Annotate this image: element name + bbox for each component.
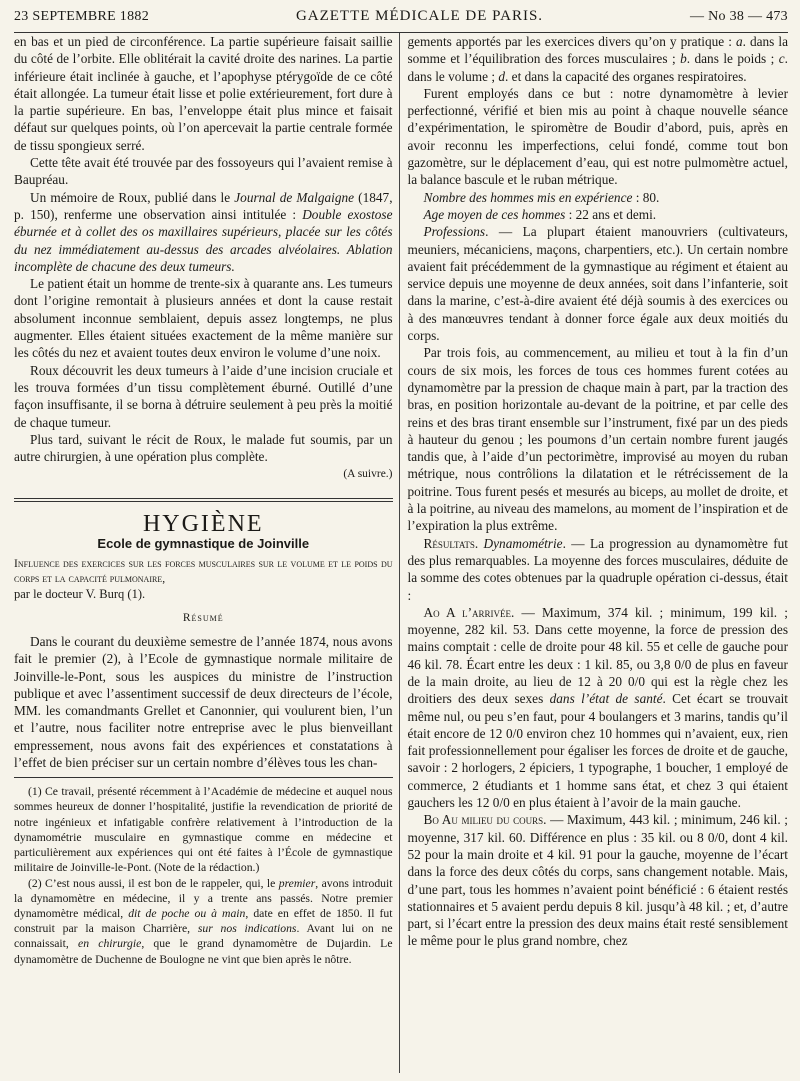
text-run: . — La progression au dynamomètre fut des plus remarquables. La moyenne des forces musculaires, déduite de la somme des cotes obtenues par la quadruple opération ci-dessus, était : (407, 535, 788, 603)
two-column-body (14, 33, 788, 1073)
text-run: . Cet écart se trouvait même nul, ou peu s’en faut, pour 4 boulangers et 3 marins, tandis qu’il était encore de 12 0/0 environ chez 10 hommes qui n’avaient, eux, rien fait professionnellement pour égaliser les forces de droite et de gauche, savoir : 2 horlogers, 2 épiciers, 1 typographe, 1 boucher, 1 employé de commerce, 2 étudiants et 1 homme sans état, et chez 3 qui étaient gauchers les 12 0/0 en plus étaient à l’avoir de la main gauche. (407, 691, 788, 811)
text-run: Résultats (423, 535, 475, 551)
observation-title: Double exostose éburnée et à collet des os maxillaires supérieurs, placée sur les côtés du nez immédiatement au-dessus des arcades alvéolaires. Ablation incomplète de chacune des deux tumeurs. (14, 206, 393, 274)
text-run: Nombre des hommes mis en expérience (423, 189, 633, 205)
paragraph: Cette tête avait été trouvée par des fossoyeurs qui l’avaient remise à Baupréau. (14, 155, 393, 188)
text-run: Professions (423, 224, 486, 240)
text-run: en chirurgie (78, 937, 142, 951)
text-run: d (498, 68, 506, 84)
running-header (14, 8, 788, 30)
text-run: dans l’état de santé (549, 691, 663, 707)
text-run: . — Maximum, 374 kil. ; minimum, 199 kil. ; moyenne, 282 kil. 53. Dans cette moyenne, la force de pression des mains comptait : celle de droite pour 48 kil. 55 et celle de gauche pour 46 kil. 78. Écart entre les deux : 1 kil. 85, ou 3,8 0/0 de plus en faveur de la main droite, au lieu de 12 à 20 0/0 qui est la règle chez les droitiers des deux sexes (407, 604, 788, 707)
text-run: Bo Au milieu du cours (423, 812, 544, 828)
article-title: Ecole de gymnastique de Joinville (97, 536, 310, 552)
text-run: , que le grand dynamomètre de Dujardin. Le dynamomètre de Duchenne de Boulogne ne vint que bien après le nôtre. (14, 937, 393, 966)
article-author: par le docteur V. Burq (1). (14, 587, 146, 602)
paragraph: Par trois fois, au commencement, au milieu et tout à la fin d’un cours de six mois, les forces de tous ces hommes furent cotées au dynamomètre par la pression de chaque main à part, par la traction des bras, en position horizontale au-devant de la poitrine, et par celle des reins et des bras tirant ensemble sur l’instrument, fixé par un des pieds à hauteur du genou ; les poumons d’un certain nombre furent jaugés tandis que, à l’aide d’un pectorimètre, improvisé au moyen du ruban métrique, nous contrôlions la dilatation et le rétrécissement de la poitrine. Tous furent pesés et mesurés au biceps, au mollet de droite, et à la poitrine, au niveau des mamelons, au moment de l’inspiration et de l’expiration la plus extrême. (407, 345, 788, 534)
paragraph (408, 604, 789, 812)
paragraph (408, 206, 789, 223)
header-issue-page: — No 38 — 473 (689, 9, 788, 24)
footnotes (14, 784, 393, 966)
text-run: . dans le volume ; (407, 51, 788, 84)
paragraph (408, 535, 789, 604)
text-run: , date en effet de 1850. Il fut construit par la maison Charrière, (14, 906, 393, 936)
paragraph: Dans le courant du deuxième semestre de l’année 1874, nous avons fait le premier (2), à l’Ecole de gymnastique normale militaire de Joinville-le-Pont, sous les auspices du ministre de l’instruction publique et avec l’assentiment successif de deux directeurs de l’école, MM. les comandmants Grellet et Canonnier, qui voulurent bien, l’un et l’autre, nous faciliter notre entreprise avec le plus bienveillant empressement, nous avons fait des expériences et constatations à l’effet de bien préciser sur un certain nombre d’élèves tous les chan- (14, 633, 393, 770)
text-run: (2) C’est nous aussi, il est bon de le rappeler, qui, le (28, 876, 279, 890)
text-run: dit de poche ou à main (128, 906, 246, 920)
paragraph: Furent employés dans ce but : notre dynamomètre à levier perfectionné, vérifié et bien mis au point à chaque nouvelle séance d’expérimentation, le spiromètre de Boudir d’abord, puis, après en avoir reconnu les imperfections, celui fondé, comme tout bon gazomètre, sur le déplacement d’eau, qui est notre pulmomètre actuel, la balance bascule et le ruban métrique. (407, 85, 788, 188)
footnote-2 (14, 876, 393, 967)
right-column (400, 33, 789, 1073)
paragraph: Roux découvrit les deux tumeurs à l’aide d’une incision cruciale et les trouva formées d’un tissu complètement éburné. Outillé d’une façon insuffisante, il se borna à détruire seulement à peu près la moitié de chaque tumeur. (14, 362, 393, 430)
journal-citation: Journal de Malgaigne (234, 189, 355, 205)
text-run: , avons introduit la dynamomètre en médecine, il y a trente ans passés. Notre premier dynamomètre médical, (14, 876, 393, 920)
left-column (14, 33, 399, 1073)
text-run: c (778, 51, 785, 67)
text-run: . — La plupart étaient manouvriers (cultivateurs, meuniers, mécaniciens, maçons, charpentiers, etc.). Un certain nombre avaient fait précédemment de la gymnastique au régiment et étaient au service depuis une moyenne de deux années, soit dans l’infanterie, soit dans la marine, c’est-à-dire avaient été déjà soumis à des exercices ou à des manœuvres tendant à donner force égale aux deux moitiés du corps. (407, 224, 788, 344)
text-run: gements apportés par les exercices divers qu’on y pratique : (407, 34, 736, 49)
text-run: . Avant lui on ne connaissait, (14, 922, 393, 951)
text-run: Un mémoire de Roux, publié dans le (30, 189, 235, 205)
paragraph (408, 223, 789, 344)
footnote-rule (14, 777, 393, 778)
text-run: (1847, p. 150), renferme une observation ainsi intitulée : (14, 189, 393, 222)
header-date: 23 SEPTEMBRE 1882 (14, 9, 150, 24)
paragraph: Le patient était un homme de trente-six à quarante ans. Les tumeurs dont l’origine remontait à plusieurs années et dont la cause restait absolument inconnue semblaient, depuis assez longtemps, ne plus augmenter. Elles étaient situées exactement de la même manière sur les côtés du nez et avaient toutes deux environ le volume d’une noix. (14, 276, 393, 361)
footnote-1: (1) Ce travail, présenté récemment à l’Académie de médecine et auquel nous sommes heureux de donner l’hospitalité, justifie la revendication de priorité de notre ingénieux et infatigable confrère relativement à l’introduction de la dynamométrie musculaire en gymnastique comme en médecine et particulièrement aux expériences qui ont été faites à l’École de gymnastique militaire de Joinville-le-Pont. (Note de la rédaction.) (14, 785, 393, 875)
paragraph (408, 33, 789, 85)
text-run: b (680, 51, 687, 67)
section-heading: HYGIÈNE (142, 510, 264, 537)
text-run: : 22 ans et demi. (565, 206, 657, 222)
text-run: . et dans la capacité des organes respiratoires. (505, 68, 747, 84)
header-journal-title: GAZETTE MÉDICALE DE PARIS. (295, 8, 544, 24)
section-divider (14, 498, 393, 502)
text-run: Ao A l’arrivée (423, 604, 512, 620)
to-be-continued: (A suivre.) (343, 468, 393, 481)
text-run: sur nos indications (197, 922, 297, 936)
text-run: . (474, 535, 484, 551)
text-run: : 80. (632, 189, 660, 205)
text-run: . — Maximum, 443 kil. ; minimum, 246 kil. ; moyenne, 317 kil. 60. Différence en plus : 35 kil. ou 8 0/0, dont 4 kil. 52 pour la main droite et 4 kil. 91 pour la gauche, moyenne de l’écart dans la force des deux côtés du corps, sans changement notable. Mais, d’une part, tous les hommes n’avaient point bénéficié : 6 étaient restés stationnaires et 5 avaient perdu depuis 8 kil. jusqu’à 48 kil. ; et, d’autre part, si l’écart entre la pression des deux mains était resté sensiblement le même pour le plus grand nombre, chez (407, 812, 788, 949)
text-run: . dans le poids ; (686, 51, 779, 67)
text-run: premier (278, 876, 316, 890)
text-run: . dans la somme et l’équilibration des forces musculaires ; (407, 34, 788, 67)
paragraph: Plus tard, suivant le récit de Roux, le malade fut soumis, par un autre chirurgien, à une opération plus complète. (14, 431, 393, 465)
summary-heading: Résumé (182, 611, 224, 624)
text-run: Age moyen de ces hommes (423, 206, 566, 222)
article-subtitle: Influence des exercices sur les forces musculaires sur le volume et le poids du corps et la capacité pulmonaire, (14, 557, 393, 586)
paragraph (14, 189, 393, 275)
text-run: a (735, 34, 743, 49)
paragraph: en bas et un pied de circonférence. La partie supérieure faisait saillie du côté de l’orbite. Elle oblitérait la cavité droite des narines. La partie inférieure était inclinée à gauche, et l’apophyse ptérygoïde de ce côté était allongée. La tumeur était lisse et polie extérieurement, fort dure à la partie supérieure. En bas, l’enveloppe était plus mince et faisait défaut sur quelques points, où l’on apercevait la partie centrale formée de tissu spongieux serré. (14, 34, 393, 153)
paragraph (408, 811, 789, 949)
text-run: Dynamométrie (483, 535, 563, 551)
paragraph (408, 189, 789, 206)
